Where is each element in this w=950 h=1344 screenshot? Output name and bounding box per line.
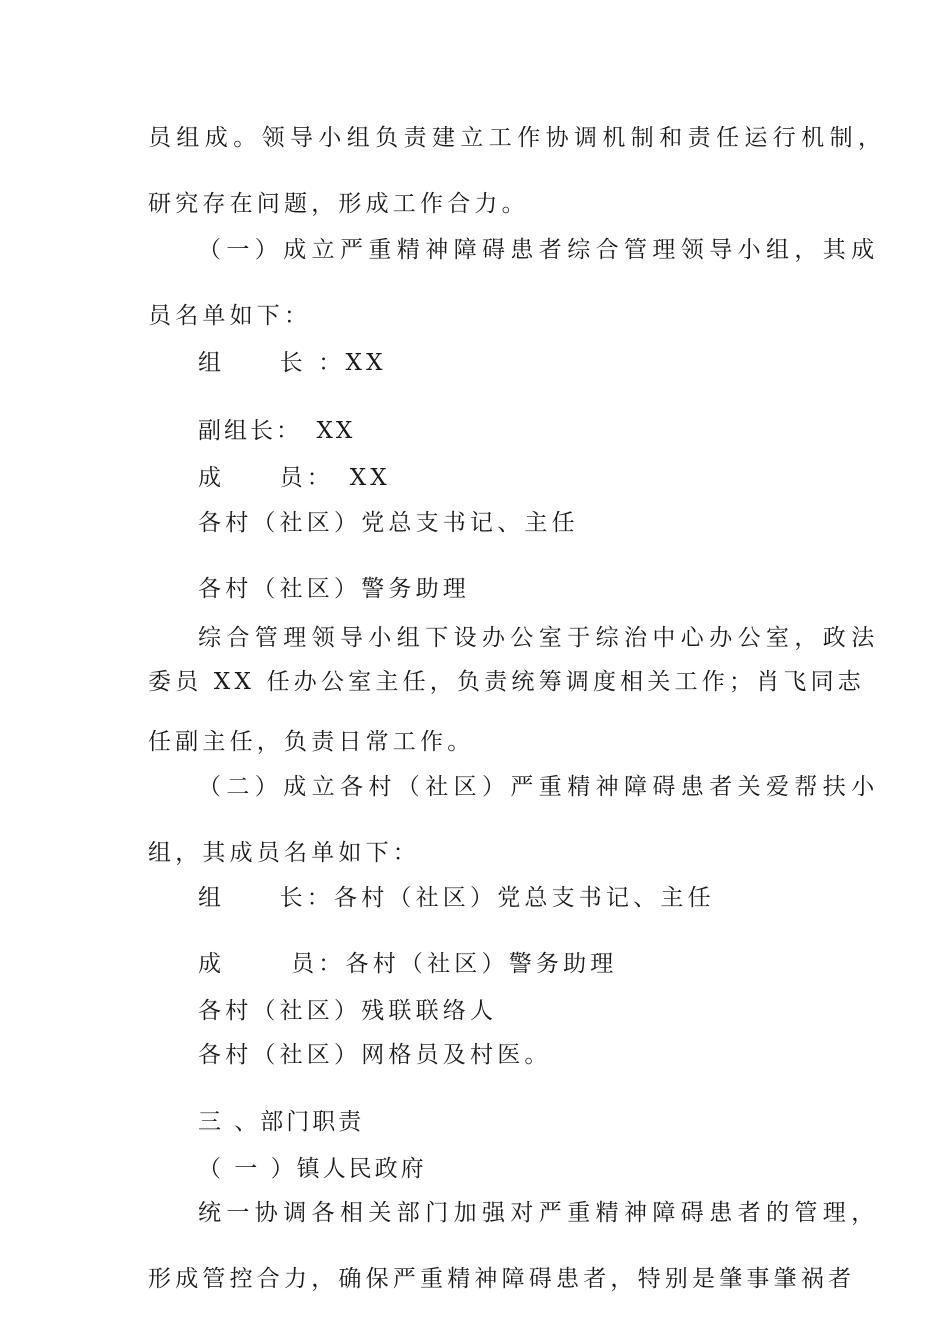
paragraph-line: 员名单如下： (148, 303, 312, 329)
member-entry: 组 长：各村（社区）党总支书记、主任 (198, 885, 715, 911)
member-entry: 组 长 ：XX (198, 350, 387, 376)
paragraph-line: 形成管控合力，确保严重精神障碍患者，特别是肇事肇祸者 (148, 1266, 856, 1292)
paragraph-line: 组，其成员名单如下： (148, 840, 420, 866)
member-entry: 各村（社区）党总支书记、主任 (198, 510, 579, 536)
section-heading: 三 、部门职责 (198, 1109, 365, 1135)
member-entry: 各村（社区）警务助理 (198, 576, 470, 602)
section-heading: （二）成立各村（社区）严重精神障碍患者关爱帮扶小 (198, 774, 880, 800)
member-entry: 各村（社区）网格员及村医。 (198, 1042, 552, 1068)
paragraph-line: 委员 XX 任办公室主任，负责统筹调度相关工作；肖飞同志 (148, 669, 865, 695)
paragraph-line: 综合管理领导小组下设办公室于综治中心办公室，政法 (198, 625, 880, 651)
paragraph-line: 员组成。领导小组负责建立工作协调机制和责任运行机制， (148, 125, 887, 151)
member-entry: 各村（社区）残联联络人 (198, 998, 498, 1024)
subsection-heading: （ 一 ）镇人民政府 (198, 1156, 427, 1182)
paragraph-line: 统一协调各相关部门加强对严重精神障碍患者的管理， (198, 1200, 880, 1226)
member-entry: 成 员： XX (198, 465, 391, 491)
member-entry: 副组长： XX (198, 418, 356, 444)
section-heading: （一）成立严重精神障碍患者综合管理领导小组，其成 (198, 237, 880, 263)
member-entry: 成 员：各村（社区）警务助理 (198, 951, 618, 977)
paragraph-line: 任副主任，负责日常工作。 (148, 729, 475, 755)
paragraph-line: 研究存在问题，形成工作合力。 (148, 191, 529, 217)
